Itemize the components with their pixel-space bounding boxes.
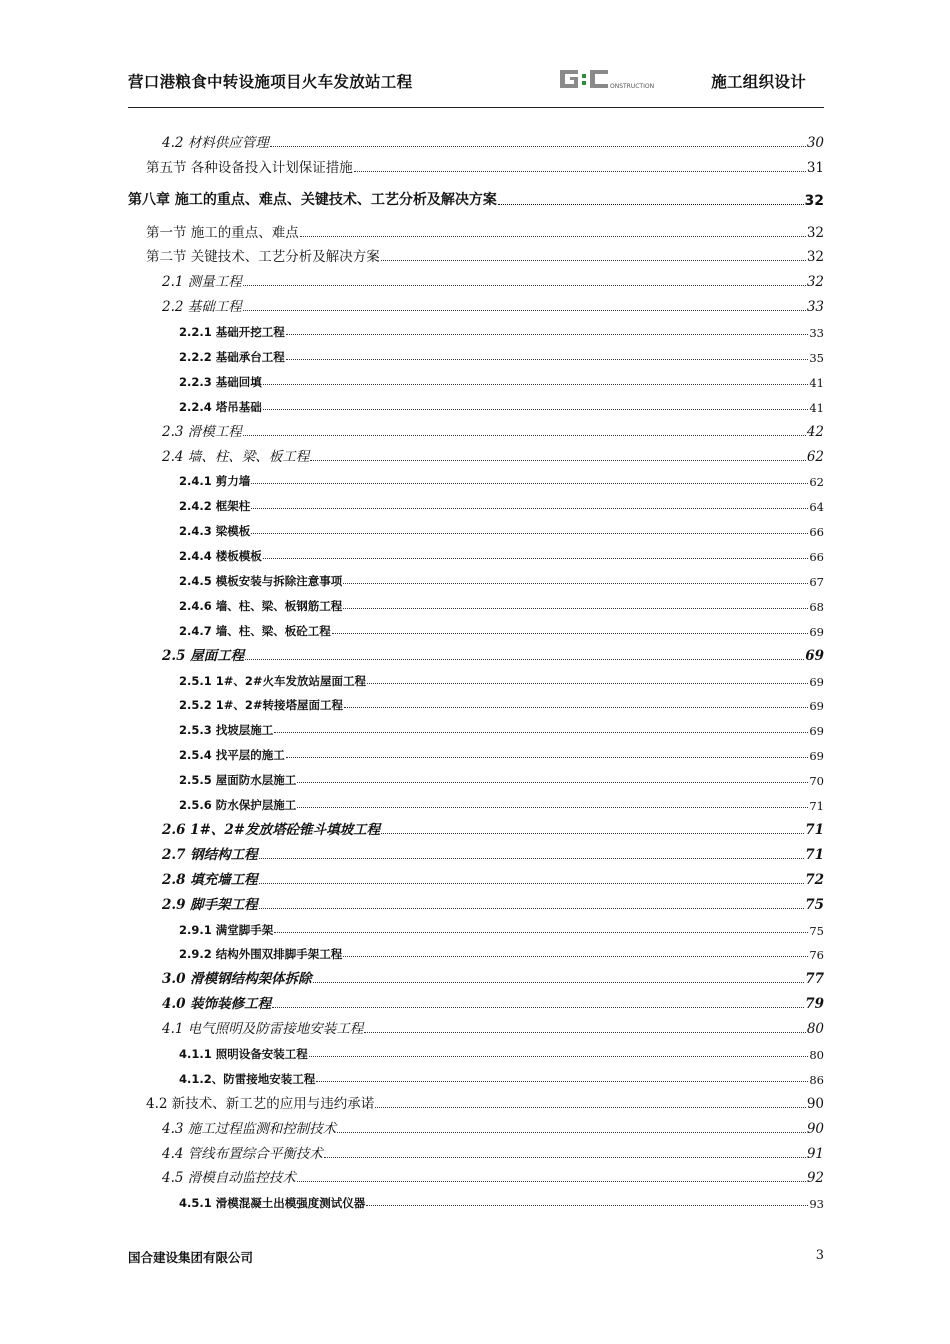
toc-entry-title: 2.2.1 基础开挖工程 xyxy=(179,325,285,340)
toc-entry[interactable] xyxy=(128,151,824,176)
toc-entry[interactable] xyxy=(128,788,824,813)
toc-entry[interactable] xyxy=(128,1012,824,1037)
toc-entry[interactable] xyxy=(128,564,824,589)
toc-dot-leader xyxy=(251,483,808,484)
toc-entry-page: 76 xyxy=(809,948,824,963)
toc-entry[interactable] xyxy=(128,813,824,838)
toc-dot-leader xyxy=(259,908,805,909)
toc-entry[interactable] xyxy=(128,713,824,738)
toc-entry-page: 30 xyxy=(806,134,824,151)
toc-entry-title: 4.4 管线布置综合平衡技术 xyxy=(162,1145,323,1162)
toc-entry[interactable] xyxy=(128,1186,824,1211)
toc-entry-page: 80 xyxy=(806,1021,824,1038)
toc-entry-page: 75 xyxy=(809,923,824,938)
toc-dot-leader xyxy=(297,807,808,808)
toc-entry-page: 72 xyxy=(805,871,824,888)
toc-entry-title: 2.2.4 塔吊基础 xyxy=(179,399,262,414)
toc-dot-leader xyxy=(272,1007,804,1008)
toc-entry-page: 80 xyxy=(809,1047,824,1062)
toc-entry-page: 71 xyxy=(809,799,824,814)
toc-dot-leader xyxy=(367,683,808,684)
company-logo xyxy=(558,66,663,92)
toc-entry-page: 32 xyxy=(804,192,824,209)
toc-dot-leader xyxy=(263,384,809,385)
toc-entry-page: 71 xyxy=(805,821,824,838)
toc-entry[interactable] xyxy=(128,315,824,340)
toc-entry-page: 91 xyxy=(806,1145,824,1162)
toc-entry-page: 69 xyxy=(809,624,824,639)
toc-dot-leader xyxy=(243,285,806,286)
toc-dot-leader xyxy=(286,359,809,360)
toc-entry-title: 2.4 墙、柱、梁、板工程 xyxy=(162,448,310,465)
toc-entry[interactable] xyxy=(128,614,824,639)
toc-entry[interactable] xyxy=(128,1087,824,1112)
toc-entry-title: 2.3 滑模工程 xyxy=(162,423,242,440)
page-header xyxy=(128,64,824,108)
toc-entry[interactable] xyxy=(128,938,824,963)
table-of-contents xyxy=(128,126,824,1211)
toc-entry[interactable] xyxy=(128,1062,824,1087)
toc-entry[interactable] xyxy=(128,241,824,266)
toc-entry-title: 2.6 1#、2#发放塔砼锥斗填坡工程 xyxy=(162,821,381,838)
toc-entry-page: 86 xyxy=(809,1072,824,1087)
toc-dot-leader xyxy=(332,633,809,634)
toc-dot-leader xyxy=(263,409,809,410)
toc-entry[interactable] xyxy=(128,763,824,788)
toc-entry-title: 2.4.1 剪力墙 xyxy=(179,474,251,489)
toc-entry-title: 第一节 施工的重点、难点 xyxy=(146,224,299,241)
toc-entry-title: 3.0 滑模钢结构架体拆除 xyxy=(162,971,312,988)
toc-dot-leader xyxy=(243,435,806,436)
toc-entry-title: 2.4.4 楼板模板 xyxy=(179,549,262,564)
toc-entry-page: 33 xyxy=(806,299,824,316)
toc-entry[interactable] xyxy=(128,738,824,763)
toc-dot-leader xyxy=(343,608,808,609)
toc-dot-leader xyxy=(375,1107,806,1108)
toc-dot-leader xyxy=(259,858,805,859)
toc-entry-title: 2.1 测量工程 xyxy=(162,274,242,291)
toc-entry-page: 90 xyxy=(806,1120,824,1137)
toc-entry-page: 35 xyxy=(809,351,824,366)
toc-dot-leader xyxy=(498,204,804,205)
toc-entry-title: 2.5.1 1#、2#火车发放站屋面工程 xyxy=(179,673,367,688)
toc-entry-title: 2.4.6 墙、柱、梁、板钢筋工程 xyxy=(179,598,343,613)
toc-entry-page: 32 xyxy=(806,249,824,266)
toc-entry-page: 90 xyxy=(806,1095,824,1112)
toc-dot-leader xyxy=(316,1081,808,1082)
toc-entry[interactable] xyxy=(128,514,824,539)
toc-dot-leader xyxy=(313,982,805,983)
toc-dot-leader xyxy=(364,1032,806,1033)
toc-entry-page: 69 xyxy=(809,674,824,689)
toc-entry[interactable] xyxy=(128,265,824,290)
toc-entry[interactable] xyxy=(128,415,824,440)
toc-entry[interactable] xyxy=(128,489,824,514)
toc-entry-page: 41 xyxy=(809,400,824,415)
toc-dot-leader xyxy=(297,782,808,783)
toc-entry[interactable] xyxy=(128,1162,824,1187)
toc-entry[interactable] xyxy=(128,664,824,689)
toc-dot-leader xyxy=(343,956,808,957)
toc-dot-leader xyxy=(354,171,806,172)
toc-entry-page: 41 xyxy=(809,375,824,390)
toc-dot-leader xyxy=(251,533,808,534)
toc-dot-leader xyxy=(259,883,805,884)
toc-dot-leader xyxy=(300,236,806,237)
toc-dot-leader xyxy=(270,146,806,147)
toc-dot-leader xyxy=(263,558,809,559)
toc-entry-page: 70 xyxy=(809,774,824,789)
toc-entry[interactable] xyxy=(128,863,824,888)
toc-entry-page: 69 xyxy=(805,647,824,664)
toc-entry-title: 2.5.5 屋面防水层施工 xyxy=(179,773,297,788)
toc-entry[interactable] xyxy=(128,589,824,614)
toc-dot-leader xyxy=(274,732,808,733)
toc-entry[interactable] xyxy=(128,126,824,151)
toc-dot-leader xyxy=(343,583,808,584)
toc-entry-page: 68 xyxy=(809,599,824,614)
toc-entry[interactable] xyxy=(128,639,824,664)
toc-entry-page: 66 xyxy=(809,550,824,565)
toc-dot-leader xyxy=(245,659,804,660)
toc-entry-title: 2.7 钢结构工程 xyxy=(162,846,258,863)
toc-entry-title: 2.9.2 结构外围双排脚手架工程 xyxy=(179,947,343,962)
toc-entry-title: 4.3 施工过程监测和控制技术 xyxy=(162,1120,337,1137)
toc-entry-title: 2.5.2 1#、2#转接塔屋面工程 xyxy=(179,698,344,713)
toc-dot-leader xyxy=(324,1157,806,1158)
toc-entry-page: 79 xyxy=(805,996,824,1013)
toc-entry-title: 2.4.3 梁模板 xyxy=(179,524,251,539)
toc-entry-title: 第二节 关键技术、工艺分析及解决方案 xyxy=(146,249,380,266)
toc-entry-page: 31 xyxy=(806,159,824,176)
toc-dot-leader xyxy=(337,1132,806,1133)
toc-entry-title: 2.9.1 满堂脚手架 xyxy=(179,922,274,937)
toc-entry[interactable] xyxy=(128,838,824,863)
toc-dot-leader xyxy=(381,260,806,261)
toc-entry-title: 4.2 新技术、新工艺的应用与违约承诺 xyxy=(146,1095,375,1112)
toc-entry-page: 64 xyxy=(809,500,824,515)
toc-entry-title: 2.4.2 框架柱 xyxy=(179,499,251,514)
toc-entry-title: 2.4.5 模板安装与拆除注意事项 xyxy=(179,574,343,589)
toc-entry-title: 2.5.4 找平层的施工 xyxy=(179,748,285,763)
toc-entry-title: 2.8 填充墙工程 xyxy=(162,871,258,888)
toc-dot-leader xyxy=(251,508,808,509)
toc-dot-leader xyxy=(243,310,806,311)
toc-entry[interactable] xyxy=(128,888,824,913)
toc-entry[interactable] xyxy=(128,365,824,390)
page-footer xyxy=(128,1248,824,1268)
toc-entry[interactable] xyxy=(128,689,824,714)
toc-entry-page: 69 xyxy=(809,724,824,739)
toc-entry-page: 42 xyxy=(806,423,824,440)
toc-entry-page: 33 xyxy=(809,326,824,341)
toc-dot-leader xyxy=(344,707,808,708)
toc-entry-title: 4.1 电气照明及防雷接地安装工程 xyxy=(162,1021,364,1038)
toc-entry[interactable] xyxy=(128,539,824,564)
toc-entry-page: 92 xyxy=(806,1170,824,1187)
toc-entry-title: 2.5 屋面工程 xyxy=(162,647,245,664)
toc-entry[interactable] xyxy=(128,340,824,365)
toc-entry[interactable] xyxy=(128,216,824,241)
toc-entry-title: 4.1.1 照明设备安装工程 xyxy=(179,1046,308,1061)
toc-entry-title: 2.2 基础工程 xyxy=(162,299,242,316)
toc-entry-page: 69 xyxy=(809,699,824,714)
toc-entry[interactable] xyxy=(128,390,824,415)
toc-entry-title: 4.0 装饰装修工程 xyxy=(162,996,272,1013)
page-number: 3 xyxy=(815,1248,824,1263)
toc-entry-title: 第五节 各种设备投入计划保证措施 xyxy=(146,159,353,176)
toc-entry-title: 2.4.7 墙、柱、梁、板砼工程 xyxy=(179,623,331,638)
toc-entry[interactable] xyxy=(128,987,824,1012)
toc-dot-leader xyxy=(309,1056,809,1057)
toc-entry[interactable] xyxy=(128,184,824,209)
company-name: 国合建设集团有限公司 xyxy=(128,1250,254,1265)
header-divider xyxy=(128,107,824,108)
toc-entry-page: 71 xyxy=(805,846,824,863)
toc-entry-title: 4.5.1 滑模混凝土出模强度测试仪器 xyxy=(179,1196,366,1211)
toc-entry-page: 32 xyxy=(806,274,824,291)
toc-entry-page: 62 xyxy=(809,475,824,490)
toc-entry-title: 2.5.3 找坡层施工 xyxy=(179,723,274,738)
toc-dot-leader xyxy=(297,1181,806,1182)
toc-entry[interactable] xyxy=(128,1037,824,1062)
toc-entry[interactable] xyxy=(128,1137,824,1162)
toc-entry[interactable] xyxy=(128,290,824,315)
toc-dot-leader xyxy=(381,833,804,834)
toc-entry-title: 4.5 滑模自动监控技术 xyxy=(162,1170,296,1187)
toc-entry-page: 66 xyxy=(809,525,824,540)
toc-dot-leader xyxy=(286,757,809,758)
toc-entry-title: 2.2.2 基础承台工程 xyxy=(179,350,285,365)
document-type: 施工组织设计 xyxy=(711,73,806,91)
toc-dot-leader xyxy=(310,460,806,461)
toc-entry-page: 93 xyxy=(809,1197,824,1212)
document-title: 营口港粮食中转设施项目火车发放站工程 xyxy=(128,73,413,91)
svg-text:ONSTRUCTION: ONSTRUCTION xyxy=(610,83,655,90)
toc-entry-page: 75 xyxy=(805,896,824,913)
toc-entry[interactable] xyxy=(128,440,824,465)
toc-entry-page: 62 xyxy=(806,448,824,465)
toc-entry-page: 77 xyxy=(805,971,824,988)
toc-dot-leader xyxy=(274,932,808,933)
toc-entry-page: 67 xyxy=(809,575,824,590)
toc-entry-title: 2.5.6 防水保护层施工 xyxy=(179,798,297,813)
toc-dot-leader xyxy=(286,334,809,335)
toc-entry-page: 32 xyxy=(806,224,824,241)
toc-entry-title: 4.2 材料供应管理 xyxy=(162,134,269,151)
toc-entry[interactable] xyxy=(128,913,824,938)
toc-entry-title: 4.1.2、防雷接地安装工程 xyxy=(179,1071,316,1086)
toc-entry-title: 2.9 脚手架工程 xyxy=(162,896,258,913)
toc-entry-title: 第八章 施工的重点、难点、关键技术、工艺分析及解决方案 xyxy=(128,191,497,208)
toc-entry-title: 2.2.3 基础回填 xyxy=(179,374,262,389)
toc-entry-page: 69 xyxy=(809,749,824,764)
toc-entry[interactable] xyxy=(128,962,824,987)
toc-entry[interactable] xyxy=(128,465,824,490)
toc-entry[interactable] xyxy=(128,1112,824,1137)
toc-dot-leader xyxy=(366,1205,808,1206)
